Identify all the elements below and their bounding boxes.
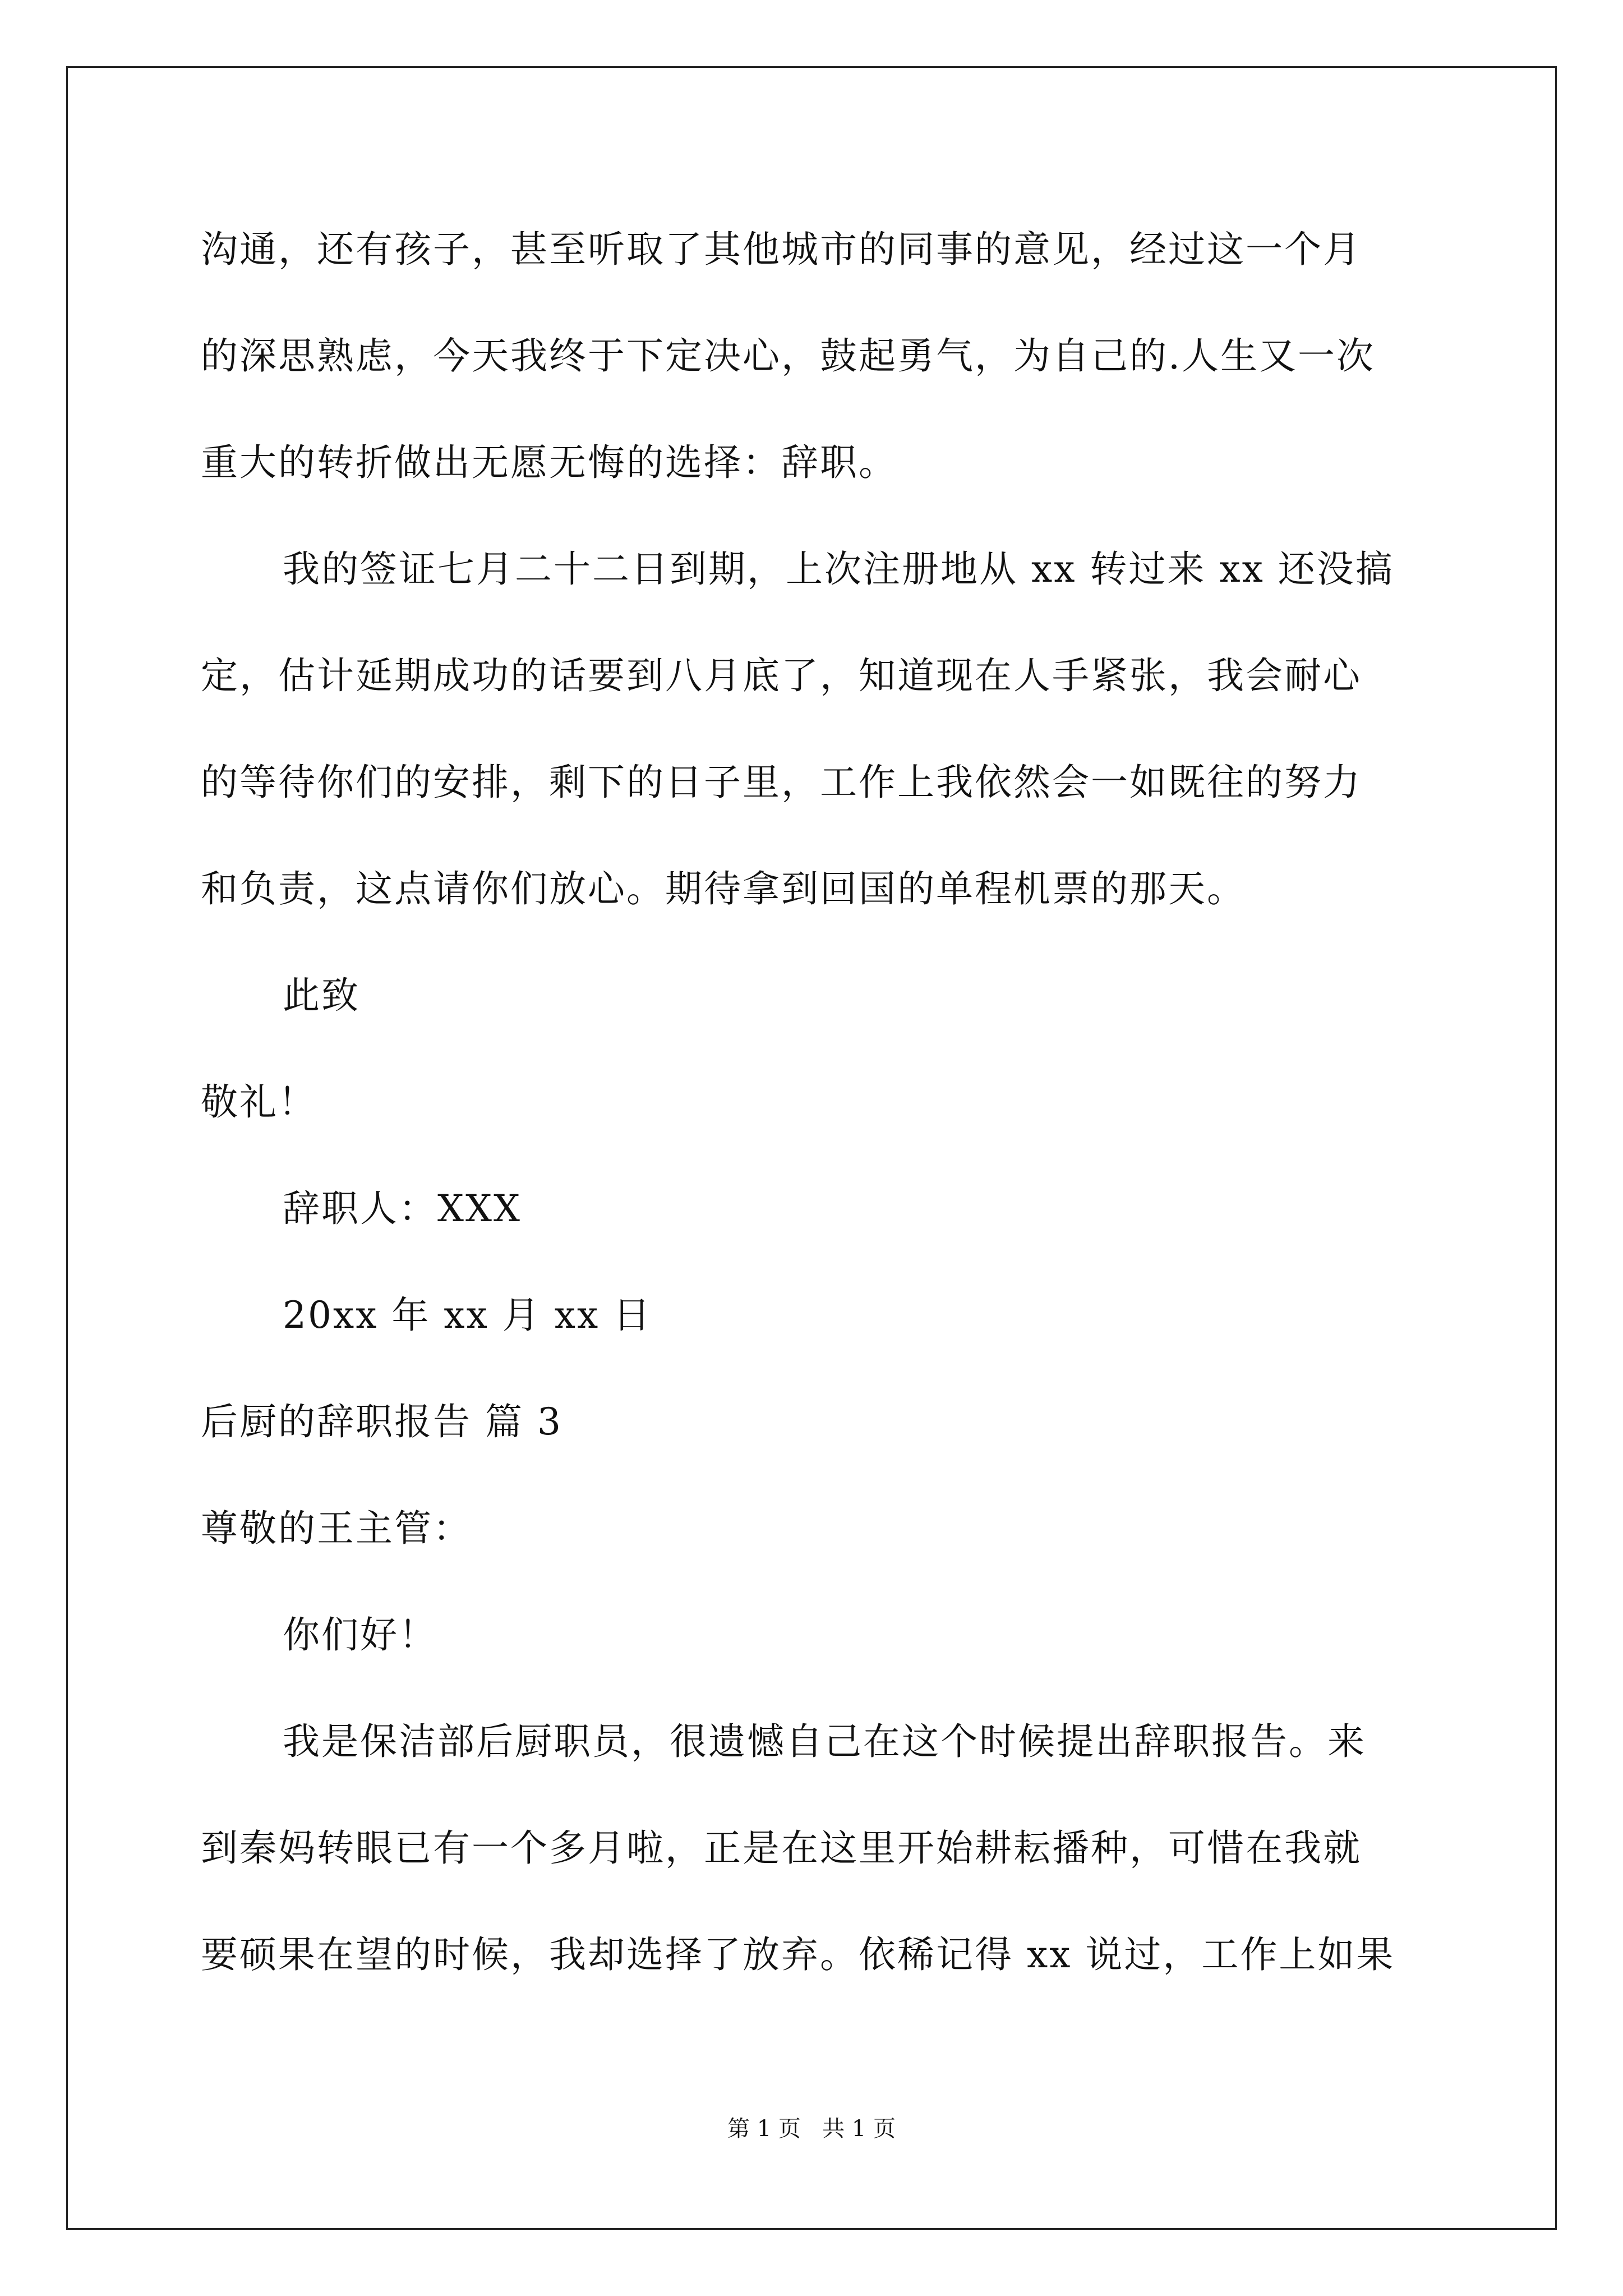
page-footer: 第 1 页 共 1 页 <box>727 2116 896 2142</box>
text-line: 到秦妈转眼已有一个多月啦，正是在这里开始耕耘播种，可惜在我就 <box>201 1826 1362 1870</box>
text-line: 定，估计延期成功的话要到八月底了，知道现在人手紧张，我会耐心 <box>201 654 1362 697</box>
date-line: 20xx 年 xx 月 xx 日 <box>283 1294 652 1337</box>
text-line: 要硕果在望的时候，我却选择了放弃。依稀记得 xx 说过，工作上如果 <box>201 1933 1395 1976</box>
text-line: 我是保洁部后厨职员，很遗憾自己在这个时候提出辞职报告。来 <box>283 1720 1366 1763</box>
greeting-line: 你们好！ <box>283 1613 437 1657</box>
text-line: 我的签证七月二十二日到期，上次注册地从 xx 转过来 xx 还没搞 <box>283 547 1394 591</box>
closing-salutation: 此致 <box>283 974 360 1017</box>
text-line: 的等待你们的安排，剩下的日子里，工作上我依然会一如既往的努力 <box>201 761 1362 804</box>
signature-line: 辞职人：XXX <box>283 1187 522 1230</box>
text-line: 的深思熟虑，今天我终于下定决心，鼓起勇气，为自己的.人生又一次 <box>201 334 1375 378</box>
addressee-line: 尊敬的王主管： <box>201 1507 472 1550</box>
closing-respect: 敬礼！ <box>201 1080 317 1124</box>
text-line: 重大的转折做出无愿无悔的选择：辞职。 <box>201 441 897 484</box>
section-title: 后厨的辞职报告 篇 3 <box>201 1400 562 1443</box>
text-line: 和负责，这点请你们放心。期待拿到回国的单程机票的那天。 <box>201 867 1246 910</box>
text-line: 沟通，还有孩子，甚至听取了其他城市的同事的意见，经过这一个月 <box>201 228 1362 271</box>
document-body <box>201 216 1429 2028</box>
